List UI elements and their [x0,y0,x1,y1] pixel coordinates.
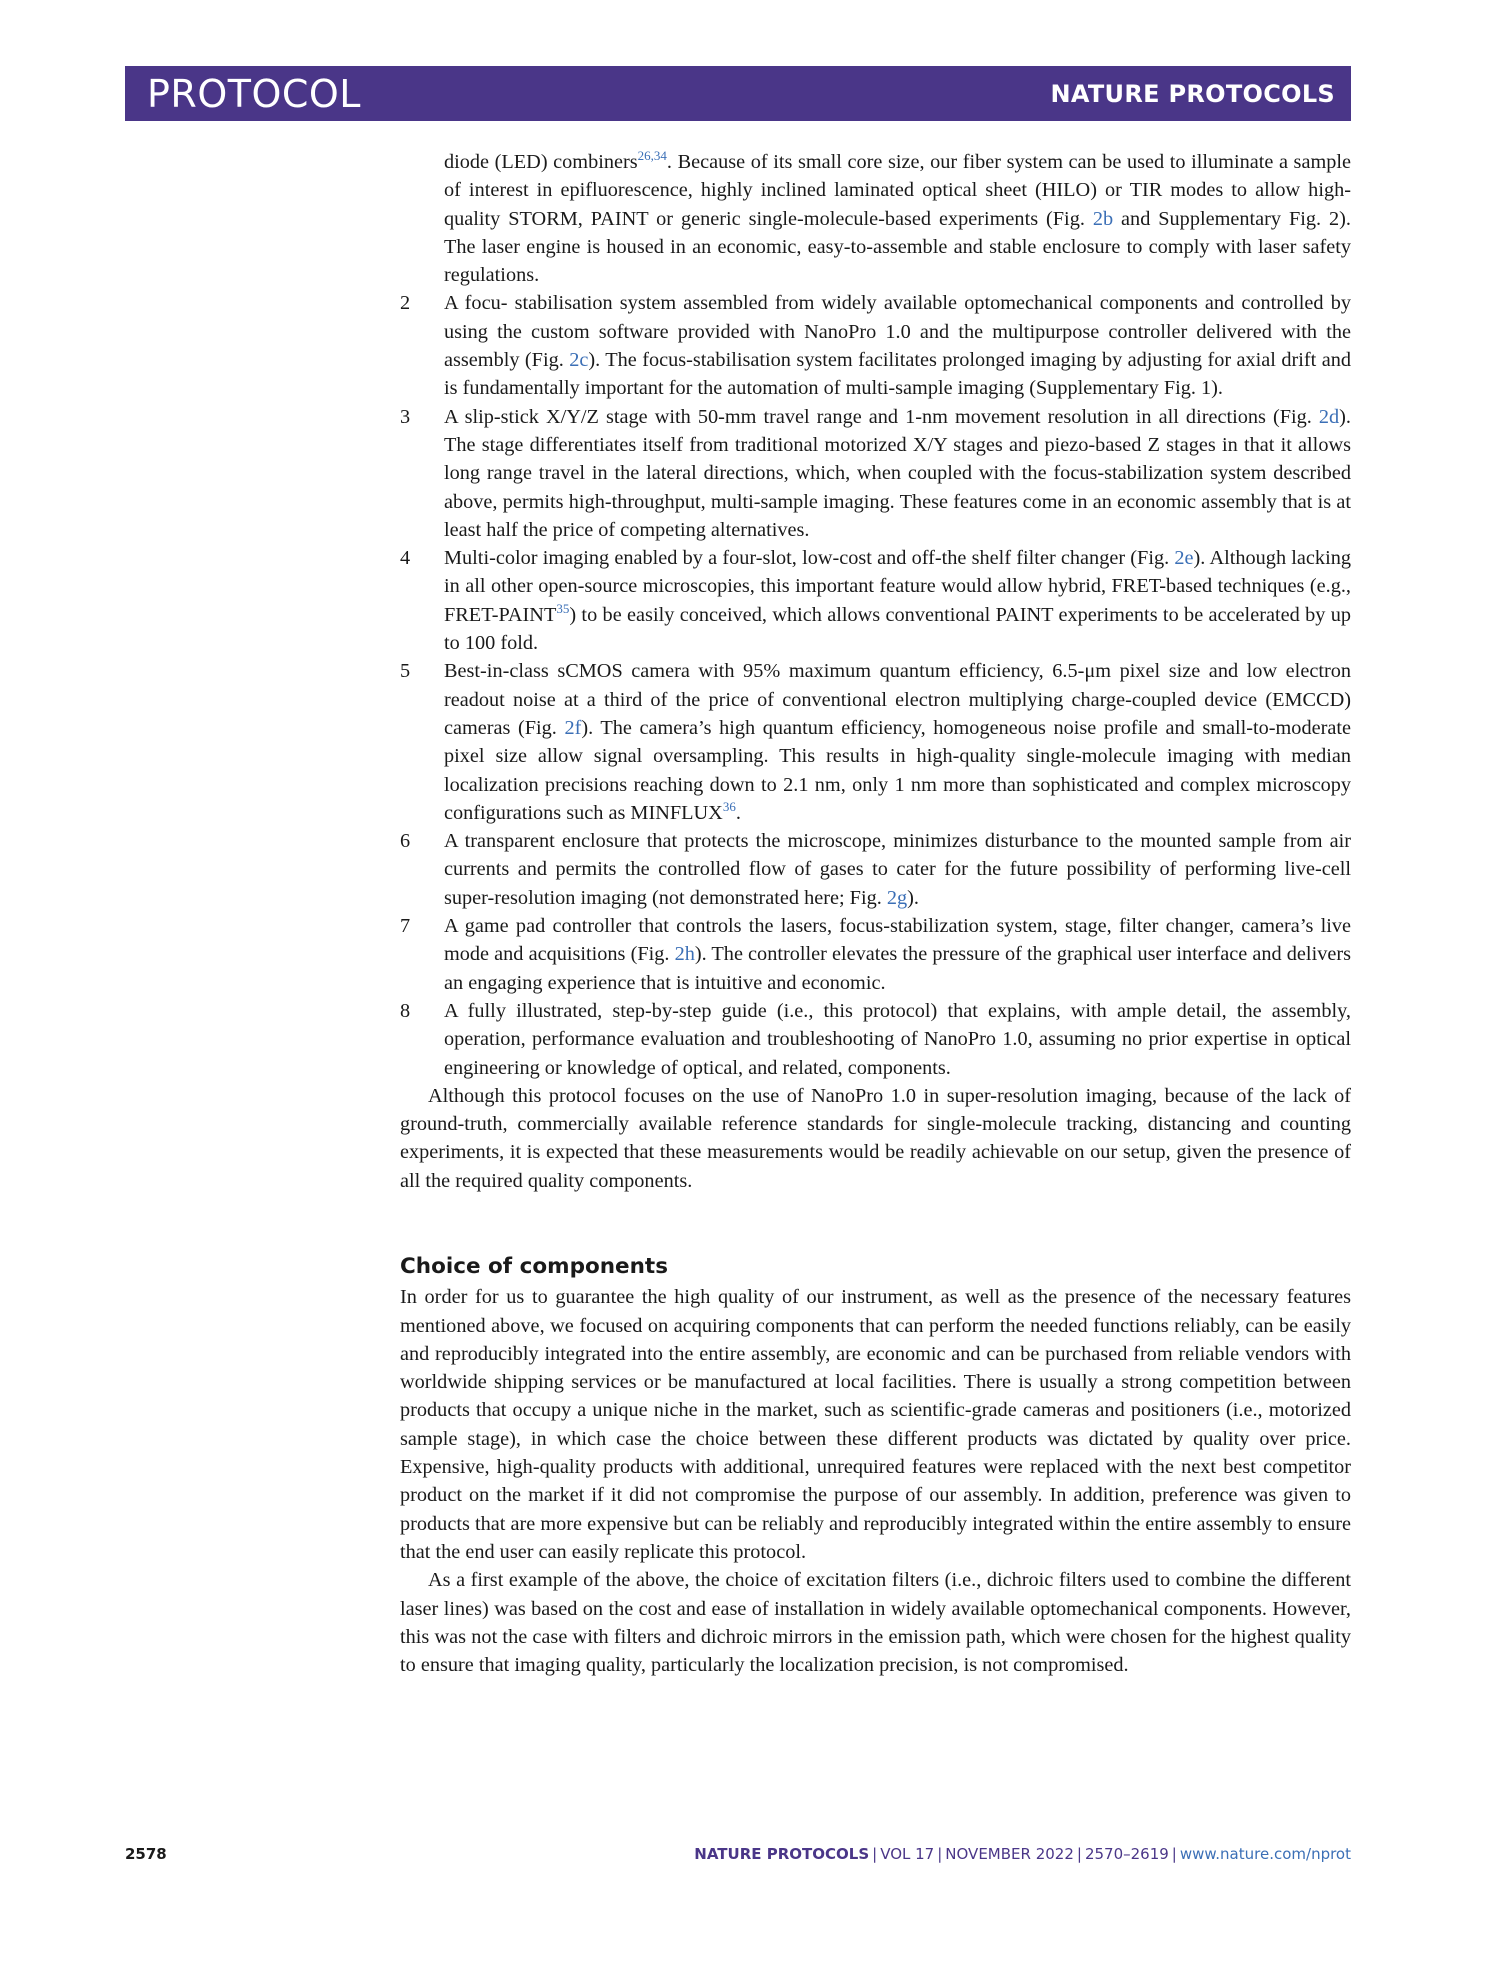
section-label: PROTOCOL [147,71,361,116]
list-item: 6 A transparent enclosure that protects the microscope, minimizes disturbance to the mounted sample from air currents and permits the controlled flow of gases to cater for the future possibility of performing live-cell super-resolution imaging (not demonstrated here; Fig. 2g). [400,827,1351,912]
list-item-continuation: diode (LED) combiners$^{26,34}$. Because of its small core size, our fiber system can be used to illuminate a sample of interest in epifluorescence, highly inclined laminated optical sheet (HILO) or TIR modes to allow high-quality STORM, PAINT or generic single-molecule-based experiments (Fig. 2b and Supplementary Fig. 2). The laser engine is housed in an economic, easy-to-assemble and stable enclosure to comply with laser safety regulations. [444,148,1351,287]
list-item: 8 A fully illustrated, step-by-step guide (i.e., this protocol) that explains, with ample detail, the assembly, operation, performance evaluation and troubleshooting of NanoPro 1.0, assuming no prior expertise in optical engineering or knowledge of optical, and related, components. [400,997,1351,1082]
list-item: 5 Best-in-class sCMOS camera with 95% maximum quantum efficiency, 6.5-μm pixel size and low electron readout noise at a third of the price of conventional electron multiplying charge-coupled device (EMCCD) cameras (Fig. 2f). The camera’s high quantum efficiency, homogeneous noise profile and small-to-moderate pixel size allow signal oversampling. This results in high-quality single-molecule imaging with median localization precisions reaching down to 2.1 nm, only 1 nm more than sophisticated and complex microscopy configurations such as MINFLUX$^{36}$. [400,657,1351,827]
figure-link[interactable]: 2c [569,349,589,372]
list-item-number: 4 [400,547,411,570]
figure-link[interactable]: 2b [1092,207,1114,230]
citation-link[interactable]: 36 [722,799,736,815]
footer-date: NOVEMBER 2022 [945,1845,1074,1863]
list-item-number: 8 [400,999,411,1022]
citation-link[interactable]: 35 [556,600,570,616]
figure-link[interactable]: 2e [1174,547,1194,570]
list-item: 2 A focu- stabilisation system assembled from widely available optomechanical components and controlled by using the custom software provided with NanoPro 1.0 and the multipurpose controller delivered with the assembly (Fig. 2c). The focus-stabilisation system facilitates prolonged imaging by adjusting for axial drift and is fundamentally important for the automation of multi-sample imaging (Supplementary Fig. 1). [400,289,1351,402]
journal-url-link[interactable]: www.nature.com/nprot [1179,1845,1351,1863]
figure-link[interactable]: 2g [886,886,908,909]
section-heading: Choice of components [400,1253,668,1279]
page-footer [125,1845,1351,1863]
list-item-number: 6 [400,830,411,853]
journal-name: NATURE PROTOCOLS [1050,79,1335,108]
figure-link[interactable]: 2h [674,943,695,966]
footer-pages: 2570–2619 [1084,1845,1169,1863]
citation-link[interactable]: 26,34 [637,148,667,164]
page-number: 2578 [125,1845,167,1863]
footer-volume: VOL 17 [880,1845,935,1863]
body-paragraph: As a first example of the above, the choice of excitation filters (i.e., dichroic filters used to combine the different laser lines) was based on the cost and ease of installation in widely available optomechanical components. However, this was not the case with filters and dichroic mirrors in the emission path, which were chosen for the highest quality to ensure that imaging quality, particularly the localization precision, is not compromised. [400,1569,1351,1677]
list-item: 3 A slip-stick X/Y/Z stage with 50-mm travel range and 1-nm movement resolution in all directions (Fig. 2d). The stage differentiates itself from traditional motorized X/Y stages and piezo-based Z stages in that it allows long range travel in the lateral directions, which, when coupled with the focus-stabilization system described above, permits high-throughput, multi-sample imaging. These features come in an economic assembly that is at least half the price of competing alternatives. [400,403,1351,544]
closing-paragraph: Although this protocol focuses on the use of NanoPro 1.0 in super-resolution imaging, because of the lack of ground-truth, commercially available reference standards for single-molecule tracking, distancing and counting experiments, it is expected that these measurements would be readily achievable on our setup, given the presence of all the required quality components. [400,1084,1351,1192]
list-item-number: 7 [400,915,411,938]
footer-journal: NATURE PROTOCOLS [694,1845,870,1863]
list-item: 7 A game pad controller that controls the lasers, focus-stabilization system, stage, filter changer, camera’s live mode and acquisitions (Fig. 2h). The controller elevates the pressure of the graphical user interface and delivers an engaging experience that is intuitive and economic. [400,912,1351,997]
journal-header-bar [125,66,1351,121]
list-item: 4 Multi-color imaging enabled by a four-slot, low-cost and off-the shelf filter changer (Fig. 2e). Although lacking in all other open-source microscopies, this important feature would allow hybrid, FRET-based techniques (e.g., FRET-PAINT$^{35}$) to be easily conceived, which allows conventional PAINT experiments to be accelerated by up to 100 fold. [400,544,1351,657]
figure-link[interactable]: 2f [564,716,582,739]
body-paragraph: In order for us to guarantee the high quality of our instrument, as well as the presence of the necessary features mentioned above, we focused on acquiring components that can perform the needed functions reliably, can be easily and reproducibly integrated into the entire assembly, are economic and can be purchased from reliable vendors with worldwide shipping services or be manufactured at local facilities. There is usually a strong competition between products that occupy a unique niche in the market, such as scientific-grade cameras and positioners (i.e., motorized sample stage), in which case the choice between these different products was dictated by quality over price. Expensive, high-quality products with additional, unrequired features were replaced with the next best competitor product on the market if it did not compromise the purpose of our assembly. In addition, preference was given to products that are more expensive but can be reliably and reproducibly integrated within the entire assembly to ensure that the end user can easily replicate this protocol. [400,1286,1351,1563]
list-item-number: 2 [400,292,411,315]
list-item-number: 3 [400,405,411,428]
figure-link[interactable]: 2d [1318,405,1340,428]
citation-line: NATURE PROTOCOLS | VOL 17 | NOVEMBER 2022 | 2570–2619 | www.nature.com/nprot [694,1845,1351,1863]
list-item-number: 5 [400,660,411,683]
article-body [400,148,1351,1679]
